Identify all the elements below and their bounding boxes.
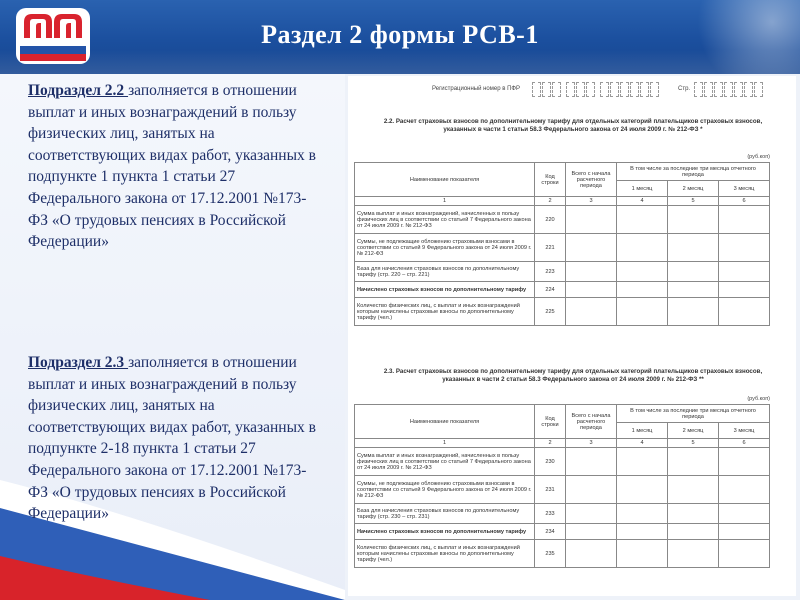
header-bar <box>0 0 800 74</box>
col-num: 6 <box>719 197 770 206</box>
subsection-2-2-text: заполняется в отношении выплат и иных вознаграждений в пользу физических лиц, занятых на соответствующих видах работ, указанных в подпункте 1 пункта 1 статьи 27 Федерального закона от 17.12.2001 №173- ФЗ «О трудовых пенсиях в Российской Федерации» <box>28 82 316 251</box>
row-code: 223 <box>535 262 566 282</box>
row-code: 230 <box>535 448 566 476</box>
row-code: 220 <box>535 206 566 234</box>
form-image <box>348 76 796 596</box>
row-name: Количество физических лиц, с выплат и иных вознаграждений которым начислены страховые взносы по дополнительному тарифу (чел.) <box>355 298 535 326</box>
col-num: 3 <box>566 197 617 206</box>
row-name: Начислено страховых взносов по дополнительному тарифу <box>355 282 535 298</box>
row-name: База для начисления страховых взносов по дополнительному тарифу (стр. 220 – стр. 221) <box>355 262 535 282</box>
table-row <box>355 504 770 524</box>
section-2-3-title: 2.3. Расчет страховых взносов по дополнительному тарифу для отдельных категорий плательщиков страховых взносов, указанных в части 2 статьи 58.3 Федерального закона от 24 июля 2009 г. № 212-ФЗ ** <box>383 368 763 383</box>
section-2-2-title: 2.2. Расчет страховых взносов по дополнительному тарифу для отдельных категорий плательщиков страховых взносов, указанных в части 1 статьи 58.3 Федерального закона от 24 июля 2009 г. № 212-ФЗ * <box>383 118 763 133</box>
col-total-header: Всего с начала расчетного периода <box>566 405 617 439</box>
col-name-header: Наименование показателя <box>355 405 535 439</box>
row-code: 224 <box>535 282 566 298</box>
table-row <box>355 282 770 298</box>
col-m3-header: 3 месяц <box>719 423 770 439</box>
row-code: 233 <box>535 504 566 524</box>
row-name: Количество физических лиц, с выплат и иных вознаграждений которым начислены страховые взносы по дополнительному тарифу (чел.) <box>355 540 535 568</box>
registration-label: Регистрационный номер в ПФР <box>432 86 520 92</box>
row-name: Начислено страховых взносов по дополнительному тарифу <box>355 524 535 540</box>
col-num: 1 <box>355 197 535 206</box>
col-code-header: Код строки <box>535 163 566 197</box>
row-code: 225 <box>535 298 566 326</box>
col-code-header: Код строки <box>535 405 566 439</box>
col-name-header: Наименование показателя <box>355 163 535 197</box>
table-row <box>355 448 770 476</box>
col-m1-header: 1 месяц <box>617 423 668 439</box>
col-num: 2 <box>535 197 566 206</box>
subsection-2-2-description <box>28 80 328 253</box>
col-num: 5 <box>668 439 719 448</box>
table-row <box>355 476 770 504</box>
row-code: 231 <box>535 476 566 504</box>
header-sheen <box>0 50 800 74</box>
row-code: 234 <box>535 524 566 540</box>
row-code: 221 <box>535 234 566 262</box>
table-2-3 <box>354 404 770 568</box>
page-boxes <box>694 82 764 97</box>
col-num: 1 <box>355 439 535 448</box>
row-name: Суммы, не подлежащие обложению страховыми взносами в соответствии со статьей 9 Федерального закона от 24 июля 2009 г. № 212-ФЗ <box>355 234 535 262</box>
table-row <box>355 262 770 282</box>
row-code: 235 <box>535 540 566 568</box>
table-row <box>355 298 770 326</box>
col-num: 3 <box>566 439 617 448</box>
subsection-2-2-label: Подраздел 2.2 <box>28 82 129 99</box>
col-total-header: Всего с начала расчетного периода <box>566 163 617 197</box>
row-name: База для начисления страховых взносов по дополнительному тарифу (стр. 230 – стр. 231) <box>355 504 535 524</box>
table-row <box>355 540 770 568</box>
units-label-1: (руб.коп) <box>747 154 770 160</box>
subsection-2-3-text: заполняется в отношении выплат и иных вознаграждений в пользу физических лиц, занятых на соответствующих видах работ, указанных в подпункте 2-18 пункта 1 статьи 27 Федерального закона от 17.12.2001 №173- ФЗ «О трудовых пенсиях в Российской Федерации» <box>28 354 316 523</box>
col-num: 2 <box>535 439 566 448</box>
page-label: Стр. <box>678 86 691 92</box>
table-row <box>355 524 770 540</box>
subsection-2-3-label: Подраздел 2.3 <box>28 354 129 371</box>
table-row <box>355 206 770 234</box>
subsection-2-3-description <box>28 352 328 525</box>
reg-boxes-1 <box>532 82 562 97</box>
table-row <box>355 234 770 262</box>
col-m1-header: 1 месяц <box>617 181 668 197</box>
row-name: Сумма выплат и иных вознаграждений, начисленных в пользу физических лиц в соответствии со статьей 7 Федерального закона от 24 июля 2009 г. № 212-ФЗ <box>355 206 535 234</box>
reg-boxes-2 <box>566 82 596 97</box>
col-num: 4 <box>617 439 668 448</box>
col-num: 6 <box>719 439 770 448</box>
row-name: Суммы, не подлежащие обложению страховыми взносами в соответствии со статьей 9 Федерального закона от 24 июля 2009 г. № 212-ФЗ <box>355 476 535 504</box>
row-name: Сумма выплат и иных вознаграждений, начисленных в пользу физических лиц в соответствии со статьей 7 Федерального закона от 24 июля 2009 г. № 212-ФЗ <box>355 448 535 476</box>
units-label-2: (руб.коп) <box>747 396 770 402</box>
col-last3-header: В том числе за последние три месяца отчетного периода <box>617 163 770 181</box>
page-title: Раздел 2 формы РСВ-1 <box>261 20 539 49</box>
table-2-2 <box>354 162 770 326</box>
col-last3-header: В том числе за последние три месяца отчетного периода <box>617 405 770 423</box>
reg-boxes-3 <box>600 82 660 97</box>
col-m3-header: 3 месяц <box>719 181 770 197</box>
col-num: 5 <box>668 197 719 206</box>
col-m2-header: 2 месяц <box>668 423 719 439</box>
col-num: 4 <box>617 197 668 206</box>
col-m2-header: 2 месяц <box>668 181 719 197</box>
